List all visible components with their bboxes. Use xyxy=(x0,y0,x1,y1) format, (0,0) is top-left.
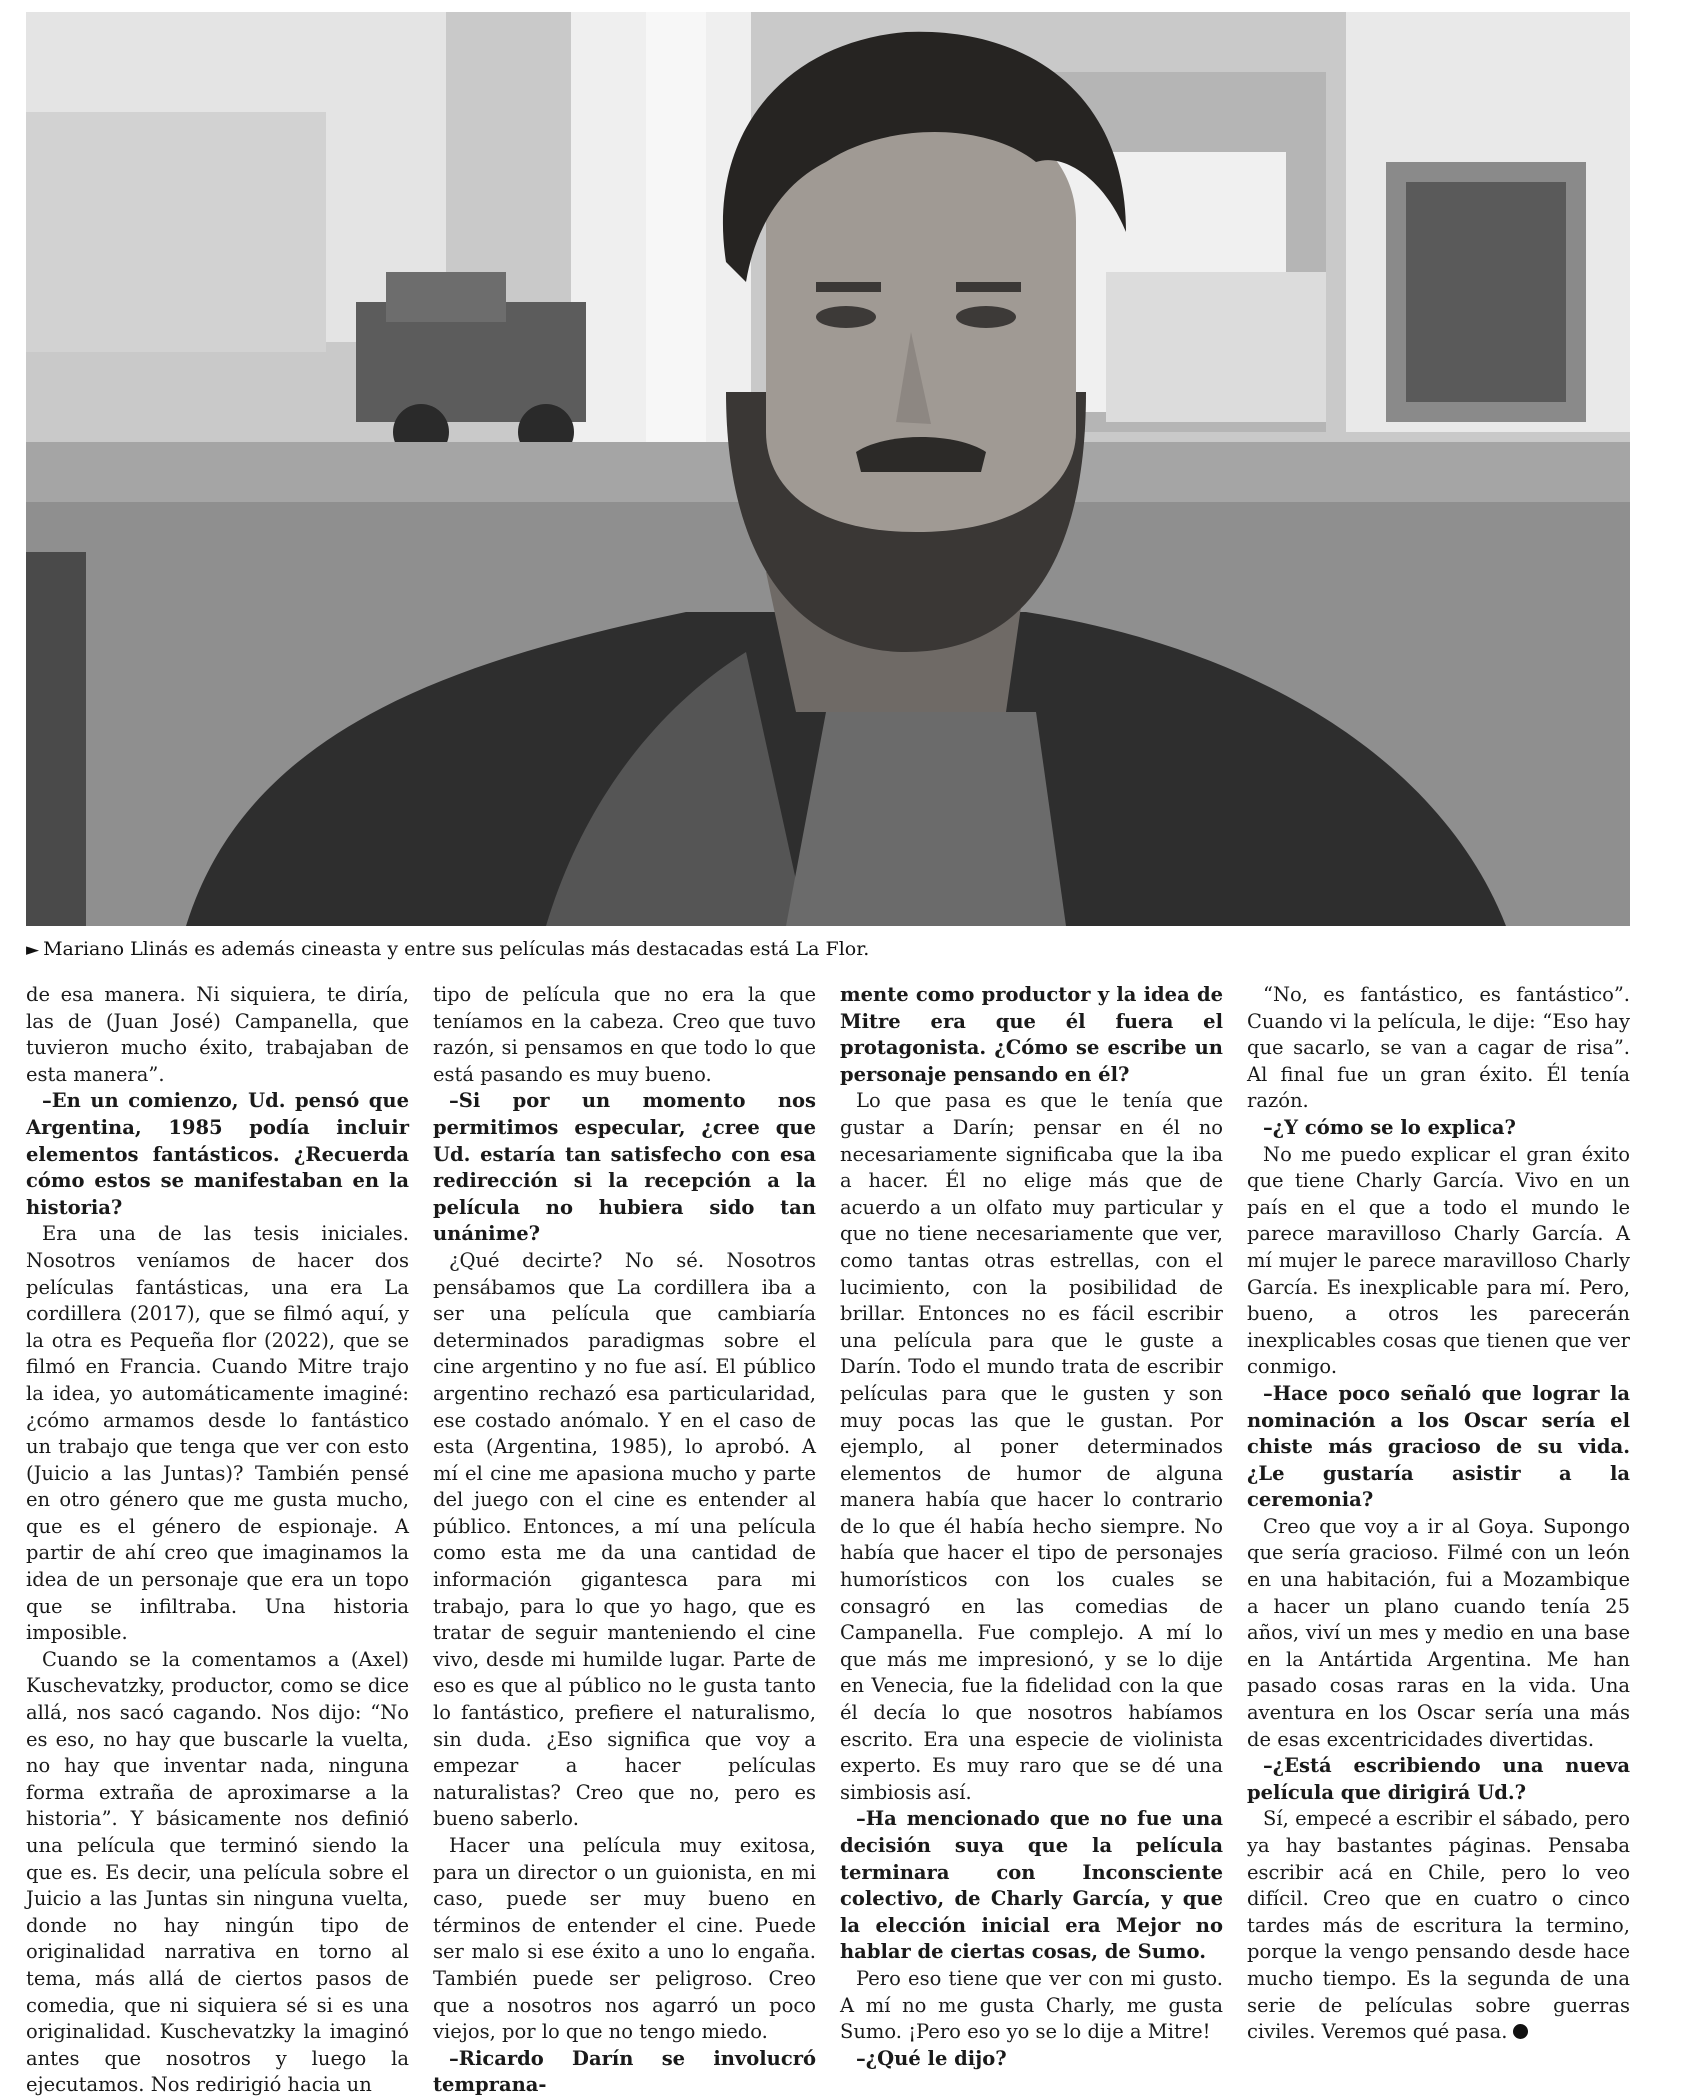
interview-answer: Sí, empecé a escribir el sábado, pero ya hay bastantes páginas. Pensaba escribir acá en Chile, pero lo veo difícil. Creo que en cuatro o cinco tardes más de escritura la termino, porque la vengo pensando desde hace mucho tiempo. Es la segunda de una serie de películas sobre guerras civiles. Veremos qué pasa. xyxy=(1247,1807,1630,2044)
interview-question: mente como productor y la idea de Mitre era que él fuera el protagonista. ¿Cómo se escribe un personaje pensando en él? xyxy=(840,983,1223,1086)
column-2 xyxy=(433,982,816,2097)
column-3 xyxy=(840,982,1223,2070)
interview-question: –Ricardo Darín se involucró temprana- xyxy=(433,2046,816,2097)
photo-caption xyxy=(26,934,1630,964)
interview-question: –¿Y cómo se lo explica? xyxy=(1263,1115,1516,1139)
interview-question: –¿Qué le dijo? xyxy=(856,2046,1007,2070)
interview-answer: Creo que voy a ir al Goya. Supongo que sería gracioso. Filmé con un león en una habitación, fui a Mozambique a hacer un plano cuando tenía 25 años, viví un mes y medio en una base en la Antártida Argentina. Me han pasado cosas raras en la vida. Una aventura en los Oscar sería una más de esas excentricidades divertidas. xyxy=(1247,1514,1630,1751)
interview-answer: Cuando se la comentamos a (Axel) Kuschevatzky, productor, como se dice allá, nos sacó cagando. Nos dijo: “No es eso, no hay que buscarle la vuelta, no hay que inventar nada, ninguna forma extraña de aproximarse a la historia”. Y básicamente nos definió una película que terminó siendo la que es. Es decir, una película sobre el Juicio a las Juntas sin ninguna vuelta, donde no hay ningún tipo de originalidad narrativa en torno al tema, más allá de ciertos pasos de comedia, que ni siquiera sé si es una originalidad. Kuschevatzky la imaginó antes que nosotros y luego la ejecutamos. Nos redirigió hacia un xyxy=(26,1647,409,2097)
caption-marker-icon: ► xyxy=(26,940,40,960)
interview-answer: tipo de película que no era la que teníamos en la cabeza. Creo que tuvo razón, si pensamos en que todo lo que está pasando es muy bueno. xyxy=(433,983,816,1086)
photo-illustration xyxy=(26,12,1630,926)
column-4 xyxy=(1247,982,1630,2044)
interview-answer: de esa manera. Ni siquiera, te diría, las de (Juan José) Campanella, que tuvieron mucho éxito, trabajaban de esta manera”. xyxy=(26,983,409,1086)
interview-answer: “No, es fantástico, es fantástico”. Cuando vi la película, le dije: “Eso hay que sacarlo, se van a cagar de risa”. Al final fue un gran éxito. Él tenía razón. xyxy=(1247,983,1630,1113)
column-1 xyxy=(26,982,409,2097)
article-body xyxy=(26,982,1630,2097)
interview-question: –En un comienzo, Ud. pensó que Argentina, 1985 podía incluir elementos fantásticos. ¿Recuerda cómo estos se manifestaban en la historia? xyxy=(26,1089,409,1219)
interview-question: –Ha mencionado que no fue una decisión suya que la película terminara con Inconsciente colectivo, de Charly García, y que la elección inicial era Mejor no hablar de ciertas cosas, de Sumo. xyxy=(840,1807,1223,1964)
interview-answer: No me puedo explicar el gran éxito que tiene Charly García. Vivo en un país en el que a todo el mundo le parece maravilloso Charly García. A mí mujer le parece maravilloso Charly García. Es inexplicable para mí. Pero, bueno, a otros les parecerán inexplicables cosas que tienen que ver conmigo. xyxy=(1247,1142,1630,1379)
interview-question: –¿Está escribiendo una nueva película que dirigirá Ud.? xyxy=(1247,1754,1630,1804)
interview-answer: Hacer una película muy exitosa, para un director o un guionista, en mi caso, puede ser muy bueno en términos de entender el cine. Puede ser malo si ese éxito a uno lo engaña. También puede ser peligroso. Creo que a nosotros nos agarró un poco viejos, por lo que no tengo miedo. xyxy=(433,1834,816,2044)
interview-answer: Era una de las tesis iniciales. Nosotros veníamos de hacer dos películas fantásticas, una era La cordillera (2017), que se filmó aquí, y la otra es Pequeña flor (2022), que se filmó en Francia. Cuando Mitre trajo la idea, yo automáticamente imaginé: ¿cómo armamos desde lo fantástico un trabajo que tenga que ver con esto (Juicio a las Juntas)? También pensé en otro género que me gusta mucho, que es el género de espionaje. A partir de ahí creo que imaginamos la idea de un personaje que era un topo que se infiltraba. Una historia imposible. xyxy=(26,1222,409,1645)
caption-text: Mariano Llinás es además cineasta y entre sus películas más destacadas está La Flor. xyxy=(43,938,870,960)
interview-question: –Hace poco señaló que lograr la nominación a los Oscar sería el chiste más gracioso de su vida. ¿Le gustaría asistir a la ceremonia? xyxy=(1247,1381,1630,1512)
portrait-photo xyxy=(26,12,1630,926)
end-of-article-icon xyxy=(1513,2024,1528,2039)
interview-answer: Lo que pasa es que le tenía que gustar a Darín; pensar en él no necesariamente significaba que la iba a hacer. Él no elige más que de acuerdo a un olfato muy particular y que no tiene necesariamente que ver, como tantas otras estrellas, con el lucimiento, con la posibilidad de brillar. Entonces no es fácil escribir una película para que le guste a Darín. Todo el mundo trata de escribir películas para que le gusten y son muy pocas las que le gustan. Por ejemplo, al poner determinados elementos de humor de alguna manera había que hacer lo contrario de lo que él había hecho siempre. No había que hacer el tipo de personajes humorísticos con los cuales se consagró en las comedias de Campanella. Fue complejo. A mí lo que más me impresionó, y se lo dije en Venecia, fue la fidelidad con la que él decía lo que nosotros habíamos escrito. Era una especie de violinista experto. Es muy raro que se dé una simbiosis así. xyxy=(840,1089,1223,1804)
interview-answer: ¿Qué decirte? No sé. Nosotros pensábamos que La cordillera iba a ser una película que cambiaría determinados paradigmas sobre el cine argentino y no fue así. El público argentino rechazó esa particularidad, ese costado anómalo. Y en el caso de esta (Argentina, 1985), lo aprobó. A mí el cine me apasiona mucho y parte del juego con el cine es entender al público. Entonces, a mí una película como esta me da una cantidad de información gigantesca para mi trabajo, para lo que yo hago, que es tratar de seguir manteniendo el cine vivo, desde mi humilde lugar. Parte de eso es que al público no le gusta tanto lo fantástico, prefiere el naturalismo, sin duda. ¿Eso significa que voy a empezar a hacer películas naturalistas? Creo que no, pero es bueno saberlo. xyxy=(433,1248,816,1831)
interview-answer: Pero eso tiene que ver con mi gusto. A mí no me gusta Charly, me gusta Sumo. ¡Pero eso yo se lo dije a Mitre! xyxy=(840,1966,1223,2044)
interview-question: –Si por un momento nos permitimos especular, ¿cree que Ud. estaría tan satisfecho con esa redirección si la recepción a la película no hubiera sido tan unánime? xyxy=(433,1089,816,1246)
